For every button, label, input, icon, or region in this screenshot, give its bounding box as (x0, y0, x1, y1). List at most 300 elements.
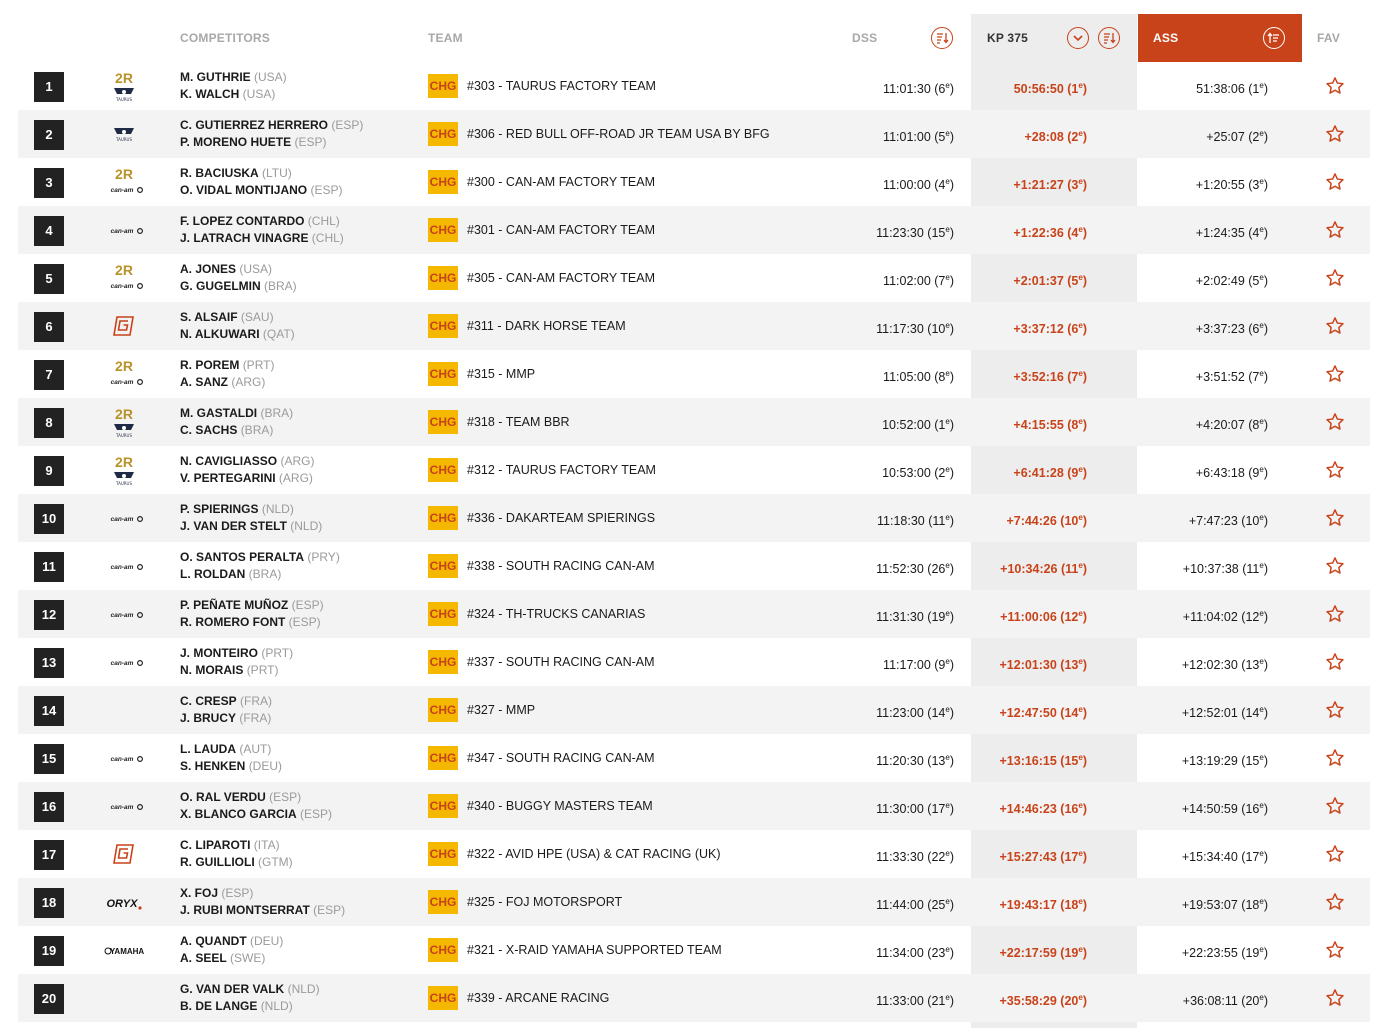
header-dss: DSS (852, 31, 878, 45)
ass-time: +1:20:55 (3e) (1195, 177, 1268, 193)
canam-mark-icon (138, 613, 143, 618)
co-driver[interactable]: L. ROLDAN (BRA) (180, 567, 282, 581)
table-row[interactable] (18, 974, 1370, 1022)
co-driver[interactable]: K. WALCH (USA) (180, 87, 276, 101)
table-row[interactable] (18, 782, 1370, 830)
driver[interactable]: R. BACIUSKA (LTU) (180, 166, 292, 180)
driver[interactable]: C. CRESP (FRA) (180, 694, 273, 708)
kp-time: +3:37:12 (6e) (1013, 321, 1087, 337)
canam-logo-icon: can-am (110, 516, 134, 523)
2r-logo-icon: 2R (115, 454, 133, 470)
favorite-star-icon[interactable] (1324, 939, 1346, 961)
yamaha-logo-icon: YAMAHA (109, 947, 145, 956)
favorite-star-icon[interactable] (1324, 123, 1346, 145)
2r-logo-icon: 2R (115, 358, 133, 374)
favorite-star-icon[interactable] (1324, 651, 1346, 673)
driver-country: (USA) (239, 262, 273, 276)
category-badge: CHG (428, 218, 458, 242)
team-name[interactable]: #305 - CAN-AM FACTORY TEAM (467, 271, 656, 285)
driver-country: (ESP) (331, 118, 364, 132)
competitors-cell[interactable] (180, 309, 295, 343)
dss-time: 11:17:00 (9e) (883, 657, 954, 673)
co-driver-country: (CHL) (311, 231, 344, 245)
rank-badge: 17 (34, 840, 64, 870)
ass-time: +3:51:52 (7e) (1195, 369, 1268, 385)
driver-country: (NLD) (287, 982, 320, 996)
co-driver[interactable]: V. PERTEGARINI (ARG) (180, 471, 313, 485)
favorite-star-icon[interactable] (1324, 747, 1346, 769)
co-driver[interactable]: P. MORENO HUETE (ESP) (180, 135, 327, 149)
co-driver[interactable]: J. BRUCY (FRA) (180, 711, 272, 725)
kp-time: +1:22:36 (4e) (1013, 225, 1087, 241)
table-row[interactable] (18, 590, 1370, 638)
2r-logo-icon: 2R (115, 166, 133, 182)
co-driver-country: (ESP) (294, 135, 327, 149)
table-row[interactable] (18, 110, 1370, 158)
team-name[interactable]: #337 - SOUTH RACING CAN-AM (467, 655, 655, 669)
co-driver-country: (ESP) (288, 615, 321, 629)
dss-time: 11:31:30 (19e) (876, 609, 954, 625)
table-row[interactable] (18, 830, 1370, 878)
driver[interactable]: M. GUTHRIE (USA) (180, 70, 287, 84)
driver-country: (LTU) (262, 166, 292, 180)
dss-time: 11:18:30 (11e) (877, 513, 954, 529)
team-name[interactable]: #321 - X-RAID YAMAHA SUPPORTED TEAM (467, 943, 722, 957)
ass-time: +3:37:23 (6e) (1195, 321, 1268, 337)
team-name[interactable]: #339 - ARCANE RACING (467, 991, 610, 1005)
table-row[interactable] (18, 878, 1370, 926)
2r-logo-icon: 2R (115, 262, 133, 278)
co-driver-country: (USA) (242, 87, 276, 101)
ass-time: +12:52:01 (14e) (1181, 705, 1268, 721)
category-badge: CHG (428, 890, 458, 914)
team-logo (100, 452, 148, 488)
table-row[interactable] (18, 494, 1370, 542)
co-driver[interactable]: J. LATRACH VINAGRE (CHL) (180, 231, 344, 245)
dss-time: 11:23:00 (14e) (876, 705, 954, 721)
rank-badge: 10 (34, 504, 64, 534)
kp-time: +35:58:29 (20e) (999, 993, 1087, 1009)
canam-logo-icon: can-am (110, 283, 134, 290)
ass-time: +11:04:02 (12e) (1182, 609, 1268, 625)
team-name[interactable]: #336 - DAKARTEAM SPIERINGS (467, 511, 656, 525)
favorite-star-icon[interactable] (1324, 507, 1346, 529)
canam-mark-icon (138, 284, 143, 289)
favorite-star-icon[interactable] (1324, 795, 1346, 817)
kp-time: +19:43:17 (18e) (999, 897, 1087, 913)
competitors-cell[interactable] (180, 501, 322, 535)
team-name[interactable]: #347 - SOUTH RACING CAN-AM (467, 751, 655, 765)
ass-time: +12:02:30 (13e) (1181, 657, 1268, 673)
rank-badge: 13 (34, 648, 64, 678)
category-badge: CHG (428, 362, 458, 386)
ass-time: +22:23:55 (19e) (1181, 945, 1268, 961)
competitors-cell[interactable] (180, 741, 282, 775)
driver-country: (CHL) (307, 214, 340, 228)
canam-mark-icon (138, 805, 143, 810)
driver[interactable]: F. LOPEZ CONTARDO (CHL) (180, 214, 340, 228)
kp-time: +15:27:43 (17e) (999, 849, 1087, 865)
co-driver-country: (ARG) (278, 471, 313, 485)
co-driver-country: (ESP) (313, 903, 346, 917)
team-name[interactable]: #327 - MMP (467, 703, 536, 717)
table-row[interactable] (18, 302, 1370, 350)
dss-time: 11:30:00 (17e) (876, 801, 954, 817)
co-driver-country: (GTM) (258, 855, 293, 869)
kp-time: +3:52:16 (7e) (1013, 369, 1087, 385)
ass-time: +10:37:38 (11e) (1182, 561, 1268, 577)
team-name[interactable]: #300 - CAN-AM FACTORY TEAM (467, 175, 656, 189)
driver[interactable]: J. MONTEIRO (PRT) (180, 646, 294, 660)
table-row[interactable] (18, 206, 1370, 254)
team-logo (100, 500, 148, 536)
driver-country: (PRT) (242, 358, 275, 372)
competitors-cell[interactable] (180, 885, 345, 919)
driver-country: (FRA) (240, 694, 273, 708)
driver[interactable]: O. RAL VERDU (ESP) (180, 790, 302, 804)
team-name[interactable]: #301 - CAN-AM FACTORY TEAM (467, 223, 656, 237)
dss-time: 11:01:00 (5e) (883, 129, 954, 145)
co-driver-country: (NLD) (260, 999, 293, 1013)
competitors-cell[interactable] (180, 213, 344, 247)
team-name[interactable]: #324 - TH-TRUCKS CANARIAS (467, 607, 646, 621)
co-driver[interactable]: G. GUGELMIN (BRA) (180, 279, 297, 293)
kp-time: +1:21:27 (3e) (1013, 177, 1087, 193)
co-driver[interactable]: R. ROMERO FONT (ESP) (180, 615, 321, 629)
rank-badge: 15 (34, 744, 64, 774)
co-driver[interactable]: C. SACHS (BRA) (180, 423, 274, 437)
favorite-star-icon[interactable] (1324, 987, 1346, 1009)
category-badge: CHG (428, 314, 458, 338)
rank-badge: 3 (34, 168, 64, 198)
team-logo (100, 644, 148, 680)
2r-logo-icon: 2R (115, 406, 133, 422)
taurus-logo-icon (114, 88, 134, 102)
oryx-logo-icon: ORYX (106, 898, 138, 910)
table-row[interactable] (18, 686, 1370, 734)
co-driver[interactable]: J. RUBI MONTSERRAT (ESP) (180, 903, 346, 917)
team-logo (100, 260, 148, 296)
driver-country: (PRT) (261, 646, 294, 660)
team-logo (100, 548, 148, 584)
team-logo (100, 212, 148, 248)
table-row[interactable] (18, 158, 1370, 206)
co-driver-country: (BRA) (240, 423, 274, 437)
g-brand-logo-icon (114, 317, 133, 335)
kp-chevron-down-icon[interactable] (1067, 27, 1089, 49)
co-driver[interactable]: N. MORAIS (PRT) (180, 663, 279, 677)
driver[interactable]: N. CAVIGLIASSO (ARG) (180, 454, 315, 468)
team-name[interactable]: #318 - TEAM BBR (467, 415, 570, 429)
favorite-star-icon[interactable] (1324, 699, 1346, 721)
rank-badge: 7 (34, 360, 64, 390)
driver-country: (ESP) (269, 790, 302, 804)
team-logo (100, 164, 148, 200)
team-logo (100, 308, 148, 344)
category-badge: CHG (428, 698, 458, 722)
category-badge: CHG (428, 170, 458, 194)
rank-badge: 19 (34, 936, 64, 966)
co-driver[interactable]: N. ALKUWARI (QAT) (180, 327, 295, 341)
team-name[interactable]: #312 - TAURUS FACTORY TEAM (467, 463, 656, 477)
driver[interactable]: P. PEÑATE MUÑOZ (ESP) (180, 598, 324, 612)
ass-time: +2:02:49 (5e) (1195, 273, 1268, 289)
driver-country: (ITA) (253, 838, 280, 852)
favorite-star-icon[interactable] (1324, 75, 1346, 97)
team-logo (100, 356, 148, 392)
driver[interactable]: R. POREM (PRT) (180, 358, 275, 372)
dss-time: 11:23:30 (15e) (876, 225, 954, 241)
table-row[interactable] (18, 638, 1370, 686)
co-driver[interactable]: B. DE LANGE (NLD) (180, 999, 293, 1013)
competitors-cell[interactable] (180, 981, 320, 1015)
category-badge: CHG (428, 842, 458, 866)
co-driver[interactable]: R. GUILLIOLI (GTM) (180, 855, 293, 869)
kp-time: +28:08 (2e) (1024, 129, 1087, 145)
rank-badge: 1 (34, 72, 64, 102)
dss-time: 11:00:00 (4e) (883, 177, 954, 193)
rank-badge: 4 (34, 216, 64, 246)
table-row[interactable] (18, 734, 1370, 782)
driver[interactable]: G. VAN DER VALK (NLD) (180, 982, 320, 996)
dss-time: 11:05:00 (8e) (883, 369, 954, 385)
header-kp: KP 375 (987, 31, 1029, 45)
competitors-cell[interactable] (180, 453, 314, 487)
co-driver-country: (ESP) (300, 807, 333, 821)
driver[interactable]: S. ALSAIF (SAU) (180, 310, 274, 324)
canam-mark-icon (138, 661, 143, 666)
team-name[interactable]: #311 - DARK HORSE TEAM (467, 319, 626, 333)
co-driver[interactable]: A. SEEL (SWE) (180, 951, 266, 965)
driver-country: (BRA) (260, 406, 294, 420)
favorite-star-icon[interactable] (1324, 603, 1346, 625)
ass-time: +1:24:35 (4e) (1195, 225, 1268, 241)
kp-time: +13:16:15 (15e) (999, 753, 1087, 769)
team-name[interactable]: #315 - MMP (467, 367, 536, 381)
driver[interactable]: P. SPIERINGS (NLD) (180, 502, 294, 516)
competitors-cell[interactable] (180, 165, 342, 199)
rank-badge: 6 (34, 312, 64, 342)
driver[interactable]: C. LIPAROTI (ITA) (180, 838, 280, 852)
team-logo (100, 740, 148, 776)
table-row[interactable] (18, 926, 1370, 974)
co-driver[interactable]: A. SANZ (ARG) (180, 375, 266, 389)
co-driver-country: (ARG) (231, 375, 266, 389)
favorite-star-icon[interactable] (1324, 459, 1346, 481)
driver[interactable]: O. SANTOS PERALTA (PRY) (180, 550, 340, 564)
rank-badge: 5 (34, 264, 64, 294)
favorite-star-icon[interactable] (1324, 267, 1346, 289)
favorite-star-icon[interactable] (1324, 363, 1346, 385)
team-logo (100, 836, 148, 872)
rank-badge: 16 (34, 792, 64, 822)
ass-time: +15:34:40 (17e) (1181, 849, 1268, 865)
driver[interactable]: M. GASTALDI (BRA) (180, 406, 294, 420)
table-row[interactable] (18, 446, 1370, 494)
ass-time: +4:20:07 (8e) (1195, 417, 1268, 433)
kp-time: +11:00:06 (12e) (1000, 609, 1087, 625)
svg-text:TAURUS: TAURUS (115, 97, 133, 102)
driver-country: (AUT) (239, 742, 272, 756)
category-badge: CHG (428, 122, 458, 146)
svg-text:TAURUS: TAURUS (115, 433, 133, 438)
kp-time: +12:47:50 (14e) (999, 705, 1087, 721)
dss-time: 10:52:00 (1e) (882, 417, 954, 433)
driver-country: (DEU) (250, 934, 284, 948)
category-badge: CHG (428, 986, 458, 1010)
competitors-cell[interactable] (180, 789, 332, 823)
competitors-cell[interactable] (180, 261, 297, 295)
dss-time: 10:53:00 (2e) (882, 465, 954, 481)
co-driver-country: (BRA) (248, 567, 282, 581)
kp-time: +4:15:55 (8e) (1013, 417, 1087, 433)
category-badge: CHG (428, 746, 458, 770)
kp-time: +12:01:30 (13e) (999, 657, 1087, 673)
favorite-star-icon[interactable] (1324, 843, 1346, 865)
canam-mark-icon (138, 517, 143, 522)
team-logo (100, 68, 148, 104)
competitors-cell[interactable] (180, 405, 293, 439)
co-driver[interactable]: J. VAN DER STELT (NLD) (180, 519, 323, 533)
category-badge: CHG (428, 650, 458, 674)
canam-logo-icon: can-am (110, 660, 134, 667)
table-row[interactable] (18, 542, 1370, 590)
favorite-star-icon[interactable] (1324, 219, 1346, 241)
favorite-star-icon[interactable] (1324, 555, 1346, 577)
competitors-cell[interactable] (180, 933, 283, 967)
competitors-cell[interactable] (180, 549, 340, 583)
dss-time: 11:02:00 (7e) (883, 273, 954, 289)
favorite-star-icon[interactable] (1324, 315, 1346, 337)
driver[interactable]: X. FOJ (ESP) (180, 886, 254, 900)
dss-time: 11:33:30 (22e) (876, 849, 954, 865)
table-row[interactable] (18, 62, 1370, 110)
team-name[interactable]: #338 - SOUTH RACING CAN-AM (467, 559, 655, 573)
competitors-cell[interactable] (180, 693, 272, 727)
driver[interactable]: L. LAUDA (AUT) (180, 742, 272, 756)
team-logo (100, 116, 148, 152)
kp-time: +22:17:59 (19e) (999, 945, 1087, 961)
dss-time: 11:17:30 (10e) (876, 321, 954, 337)
ass-time: +14:50:59 (16e) (1181, 801, 1268, 817)
co-driver[interactable]: S. HENKEN (DEU) (180, 759, 283, 773)
competitors-cell[interactable] (180, 117, 363, 151)
team-logo (100, 932, 148, 968)
team-logo (100, 788, 148, 824)
kp-time: +10:34:26 (11e) (1000, 561, 1087, 577)
canam-logo-icon: can-am (110, 187, 134, 194)
rank-badge: 18 (34, 888, 64, 918)
favorite-star-icon[interactable] (1324, 891, 1346, 913)
category-badge: CHG (428, 410, 458, 434)
co-driver-country: (PRT) (246, 663, 279, 677)
ass-time: +6:43:18 (9e) (1195, 465, 1268, 481)
co-driver-country: (DEU) (248, 759, 283, 773)
driver-country: (USA) (254, 70, 287, 84)
canam-logo-icon: can-am (110, 804, 134, 811)
favorite-star-icon[interactable] (1324, 411, 1346, 433)
table-row[interactable] (18, 254, 1370, 302)
rank-badge: 9 (34, 456, 64, 486)
team-logo (100, 980, 148, 1016)
dss-time: 11:52:30 (26e) (876, 561, 954, 577)
ass-sort-icon[interactable] (1263, 27, 1285, 49)
category-badge: CHG (428, 794, 458, 818)
rank-badge: 14 (34, 696, 64, 726)
ass-time: 51:38:06 (1e) (1196, 81, 1268, 97)
driver[interactable]: A. QUANDT (DEU) (180, 934, 284, 948)
category-badge: CHG (428, 602, 458, 626)
co-driver-country: (ESP) (310, 183, 343, 197)
co-driver-country: (FRA) (239, 711, 272, 725)
rank-badge: 2 (34, 120, 64, 150)
svg-text:TAURUS: TAURUS (115, 137, 133, 142)
dss-time: 11:01:30 (6e) (883, 81, 954, 97)
category-badge: CHG (428, 554, 458, 578)
team-name[interactable]: #322 - AVID HPE (USA) & CAT RACING (UK) (467, 847, 721, 861)
dss-time: 11:34:00 (23e) (876, 945, 954, 961)
rank-badge: 11 (34, 552, 64, 582)
co-driver[interactable]: X. BLANCO GARCIA (ESP) (180, 807, 333, 821)
canam-logo-icon: can-am (110, 756, 134, 763)
header-ass: ASS (1153, 31, 1179, 45)
driver-country: (PRY) (307, 550, 340, 564)
competitors-cell[interactable] (180, 69, 287, 103)
driver[interactable]: C. GUTIERREZ HERRERO (ESP) (180, 118, 364, 132)
co-driver-country: (QAT) (262, 327, 295, 341)
dss-sort-icon[interactable] (931, 27, 953, 49)
header-fav: FAV (1317, 31, 1341, 45)
driver-country: (NLD) (261, 502, 294, 516)
team-name[interactable]: #325 - FOJ MOTORSPORT (467, 895, 623, 909)
category-badge: CHG (428, 938, 458, 962)
ass-time: +36:08:11 (20e) (1182, 993, 1268, 1009)
team-logo (100, 596, 148, 632)
competitors-cell[interactable] (180, 357, 274, 391)
team-name[interactable]: #303 - TAURUS FACTORY TEAM (467, 79, 656, 93)
rank-badge: 12 (34, 600, 64, 630)
table-row[interactable] (18, 398, 1370, 446)
header-team: TEAM (428, 31, 463, 45)
taurus-logo-icon (114, 128, 134, 142)
category-badge: CHG (428, 458, 458, 482)
kp-time: 50:56:50 (1e) (1013, 81, 1087, 97)
competitors-cell[interactable] (180, 837, 293, 871)
ass-time: +13:19:29 (15e) (1181, 753, 1268, 769)
dss-time: 11:20:30 (13e) (876, 753, 954, 769)
driver-country: (ESP) (221, 886, 254, 900)
co-driver-country: (SWE) (230, 951, 266, 965)
competitors-cell[interactable] (180, 645, 293, 679)
team-name[interactable]: #306 - RED BULL OFF-ROAD JR TEAM USA BY BFG (467, 127, 770, 141)
dss-time: 11:33:00 (21e) (876, 993, 954, 1009)
dss-time: 11:44:00 (25e) (876, 897, 954, 913)
kp-sort-icon[interactable] (1098, 27, 1120, 49)
favorite-star-icon[interactable] (1324, 171, 1346, 193)
team-name[interactable]: #340 - BUGGY MASTERS TEAM (467, 799, 653, 813)
competitors-cell[interactable] (180, 597, 324, 631)
category-badge: CHG (428, 266, 458, 290)
table-row[interactable] (18, 350, 1370, 398)
canam-logo-icon: can-am (110, 228, 134, 235)
rank-badge: 8 (34, 408, 64, 438)
driver-country: (ARG) (280, 454, 315, 468)
co-driver[interactable]: O. VIDAL MONTIJANO (ESP) (180, 183, 343, 197)
canam-mark-icon (138, 565, 143, 570)
driver[interactable]: A. JONES (USA) (180, 262, 273, 276)
canam-mark-icon (138, 188, 143, 193)
g-brand-logo-icon (114, 845, 133, 863)
